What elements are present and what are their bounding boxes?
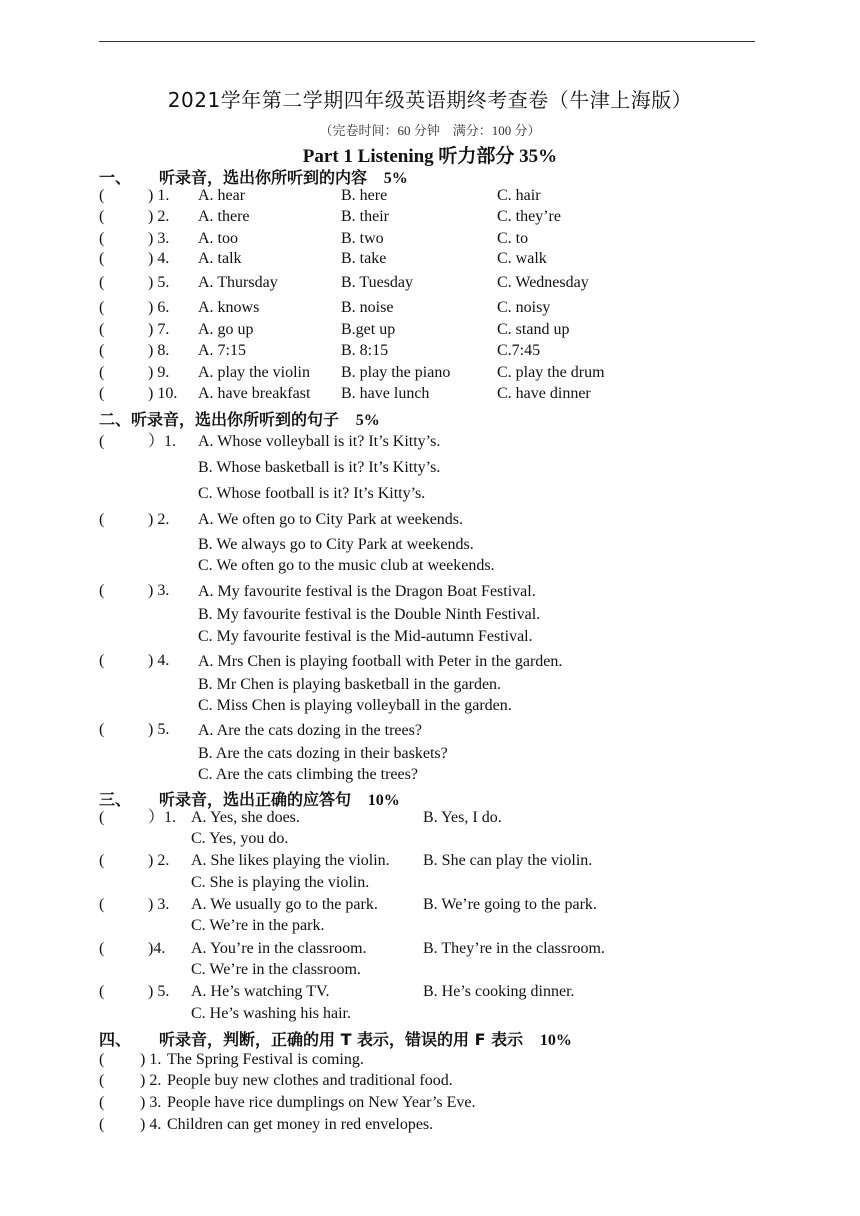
option-c: C. My favourite festival is the Mid-autumn Festival. <box>198 628 533 645</box>
option-c: C. Whose football is it? It’s Kitty’s. <box>198 485 426 502</box>
section-instruction: 听录音，选出正确的应答句 <box>159 790 352 809</box>
option-c: C. Wednesday <box>497 274 589 291</box>
answer-blank[interactable]: ( <box>99 511 105 528</box>
statement-text: People buy new clothes and traditional food. <box>167 1072 453 1089</box>
option-a: A. there <box>198 208 250 225</box>
section-points: 5% <box>383 170 408 187</box>
answer-blank[interactable]: ( <box>99 230 105 247</box>
option-a: A. Mrs Chen is playing football with Peter in the garden. <box>198 653 563 670</box>
option-b: B. noise <box>341 299 394 316</box>
option-a: A. play the violin <box>198 364 310 381</box>
option-c: C. stand up <box>497 321 570 338</box>
option-b: B. have lunch <box>341 385 430 402</box>
option-a: A. knows <box>198 299 260 316</box>
statement-text: The Spring Festival is coming. <box>167 1051 364 1068</box>
option-b: B. take <box>341 250 387 267</box>
exam-subtitle: （完卷时间：60 分钟 满分：100 分） <box>319 123 541 138</box>
question-number: ) 4. <box>148 250 170 267</box>
option-a: A. have breakfast <box>198 385 311 402</box>
question-number: )4. <box>148 940 166 957</box>
option-c: C. We’re in the park. <box>191 917 325 934</box>
option-c: C. We often go to the music club at weekends. <box>198 557 495 574</box>
question-number: ) 3. <box>148 230 170 247</box>
option-a: A. She likes playing the violin. <box>191 852 390 869</box>
answer-blank[interactable]: ( <box>99 364 105 381</box>
question-number: ) 6. <box>148 299 170 316</box>
option-c: C. Miss Chen is playing volleyball in the garden. <box>198 697 512 714</box>
option-a: A. 7:15 <box>198 342 246 359</box>
option-b: B. Tuesday <box>341 274 414 291</box>
section-instruction: 听录音，判断，正确的用 T 表示，错误的用 F 表示 <box>159 1030 524 1049</box>
option-c: C. He’s washing his hair. <box>191 1005 351 1022</box>
answer-blank[interactable]: ( <box>99 983 105 1000</box>
option-c: C. have dinner <box>497 385 591 402</box>
answer-blank[interactable]: ( <box>99 208 105 225</box>
option-b: B. Are the cats dozing in their baskets? <box>198 745 448 762</box>
option-b: B. She can play the violin. <box>423 852 593 869</box>
option-c: C. they’re <box>497 208 561 225</box>
option-b: B. play the piano <box>341 364 451 381</box>
question-number: ) 4. <box>140 1116 162 1133</box>
option-b: B. Mr Chen is playing basketball in the garden. <box>198 676 502 693</box>
question-number: ) 2. <box>148 511 170 528</box>
option-a: A. Are the cats dozing in the trees? <box>198 722 422 739</box>
option-b: B. two <box>341 230 384 247</box>
option-c: C. Are the cats climbing the trees? <box>198 766 418 783</box>
question-number: ) 10. <box>148 385 178 402</box>
option-b: B. Yes, I do. <box>423 809 502 826</box>
option-a: A. He’s watching TV. <box>191 983 330 1000</box>
section-4-heading <box>99 1027 572 1050</box>
question-number: ) 8. <box>148 342 170 359</box>
section-number: 一、 <box>99 168 132 187</box>
answer-blank[interactable]: ( <box>99 1116 105 1133</box>
question-number: ) 5. <box>148 274 170 291</box>
option-a: A. You’re in the classroom. <box>191 940 367 957</box>
question-number: ) 3. <box>148 582 170 599</box>
option-a: A. Yes, she does. <box>191 809 300 826</box>
option-b: B. We always go to City Park at weekends. <box>198 536 474 553</box>
option-c: C.7:45 <box>497 342 541 359</box>
option-b: B. We’re going to the park. <box>423 896 597 913</box>
question-number: ）1. <box>148 809 177 826</box>
section-points: 5% <box>355 412 380 429</box>
answer-blank[interactable]: ( <box>99 433 105 450</box>
option-a: A. go up <box>198 321 254 338</box>
question-number: ) 1. <box>140 1051 162 1068</box>
section-2-heading <box>99 407 380 430</box>
option-b: B. Whose basketball is it? It’s Kitty’s. <box>198 459 441 476</box>
answer-blank[interactable]: ( <box>99 250 105 267</box>
answer-blank[interactable]: ( <box>99 1094 105 1111</box>
answer-blank[interactable]: ( <box>99 299 105 316</box>
option-a: A. talk <box>198 250 242 267</box>
question-number: ) 5. <box>148 983 170 1000</box>
answer-blank[interactable]: ( <box>99 342 105 359</box>
option-c: C. Yes, you do. <box>191 830 289 847</box>
answer-blank[interactable]: ( <box>99 809 105 826</box>
question-number: ) 2. <box>148 852 170 869</box>
answer-blank[interactable]: ( <box>99 721 105 738</box>
option-b: B. He’s cooking dinner. <box>423 983 575 1000</box>
option-b: B. My favourite festival is the Double Ninth Festival. <box>198 606 541 623</box>
section-points: 10% <box>367 792 400 809</box>
answer-blank[interactable]: ( <box>99 187 105 204</box>
answer-blank[interactable]: ( <box>99 940 105 957</box>
question-number: ) 7. <box>148 321 170 338</box>
option-a: A. We usually go to the park. <box>191 896 378 913</box>
answer-blank[interactable]: ( <box>99 896 105 913</box>
option-c: C. noisy <box>497 299 551 316</box>
answer-blank[interactable]: ( <box>99 582 105 599</box>
exam-title: 2021学年第二学期四年级英语期终考查卷（牛津上海版） <box>167 88 693 112</box>
section-instruction: 二、听录音，选出你所听到的句子 <box>99 410 340 429</box>
question-number: ) 4. <box>148 652 170 669</box>
section-number: 三、 <box>99 790 132 809</box>
answer-blank[interactable]: ( <box>99 385 105 402</box>
option-c: C. We’re in the classroom. <box>191 961 361 978</box>
question-number: ) 9. <box>148 364 170 381</box>
option-a: A. Whose volleyball is it? It’s Kitty’s. <box>198 433 441 450</box>
option-a: A. too <box>198 230 238 247</box>
answer-blank[interactable]: ( <box>99 852 105 869</box>
section-1-heading <box>99 165 408 188</box>
option-c: C. She is playing the violin. <box>191 874 370 891</box>
answer-blank[interactable]: ( <box>99 1051 105 1068</box>
option-c: C. hair <box>497 187 541 204</box>
answer-blank[interactable]: ( <box>99 652 105 669</box>
option-b: B. 8:15 <box>341 342 389 359</box>
question-number: ) 2. <box>148 208 170 225</box>
question-number: ) 3. <box>148 896 170 913</box>
question-number: ）1. <box>148 433 177 450</box>
statement-text: People have rice dumplings on New Year’s Eve. <box>167 1094 476 1111</box>
option-c: C. to <box>497 230 529 247</box>
option-b: B.get up <box>341 321 396 338</box>
statement-text: Children can get money in red envelopes. <box>167 1116 434 1133</box>
question-number: ) 5. <box>148 721 170 738</box>
section-instruction: 听录音，选出你所听到的内容 <box>159 168 368 187</box>
question-number: ) 1. <box>148 187 170 204</box>
answer-blank[interactable]: ( <box>99 274 105 291</box>
answer-blank[interactable]: ( <box>99 1072 105 1089</box>
option-b: B. here <box>341 187 388 204</box>
answer-blank[interactable]: ( <box>99 321 105 338</box>
question-number: ) 2. <box>140 1072 162 1089</box>
option-a: A. hear <box>198 187 246 204</box>
top-rule <box>99 41 755 42</box>
section-points: 10% <box>539 1032 572 1049</box>
option-a: A. We often go to City Park at weekends. <box>198 511 464 528</box>
option-c: C. walk <box>497 250 547 267</box>
option-b: B. They’re in the classroom. <box>423 940 605 957</box>
option-b: B. their <box>341 208 389 225</box>
option-c: C. play the drum <box>497 364 605 381</box>
option-a: A. Thursday <box>198 274 278 291</box>
section-number: 四、 <box>99 1030 132 1049</box>
option-a: A. My favourite festival is the Dragon Boat Festival. <box>198 583 536 600</box>
section-3-heading <box>99 787 400 810</box>
part-heading: Part 1 Listening 听力部分 35% <box>302 146 558 167</box>
question-number: ) 3. <box>140 1094 162 1111</box>
